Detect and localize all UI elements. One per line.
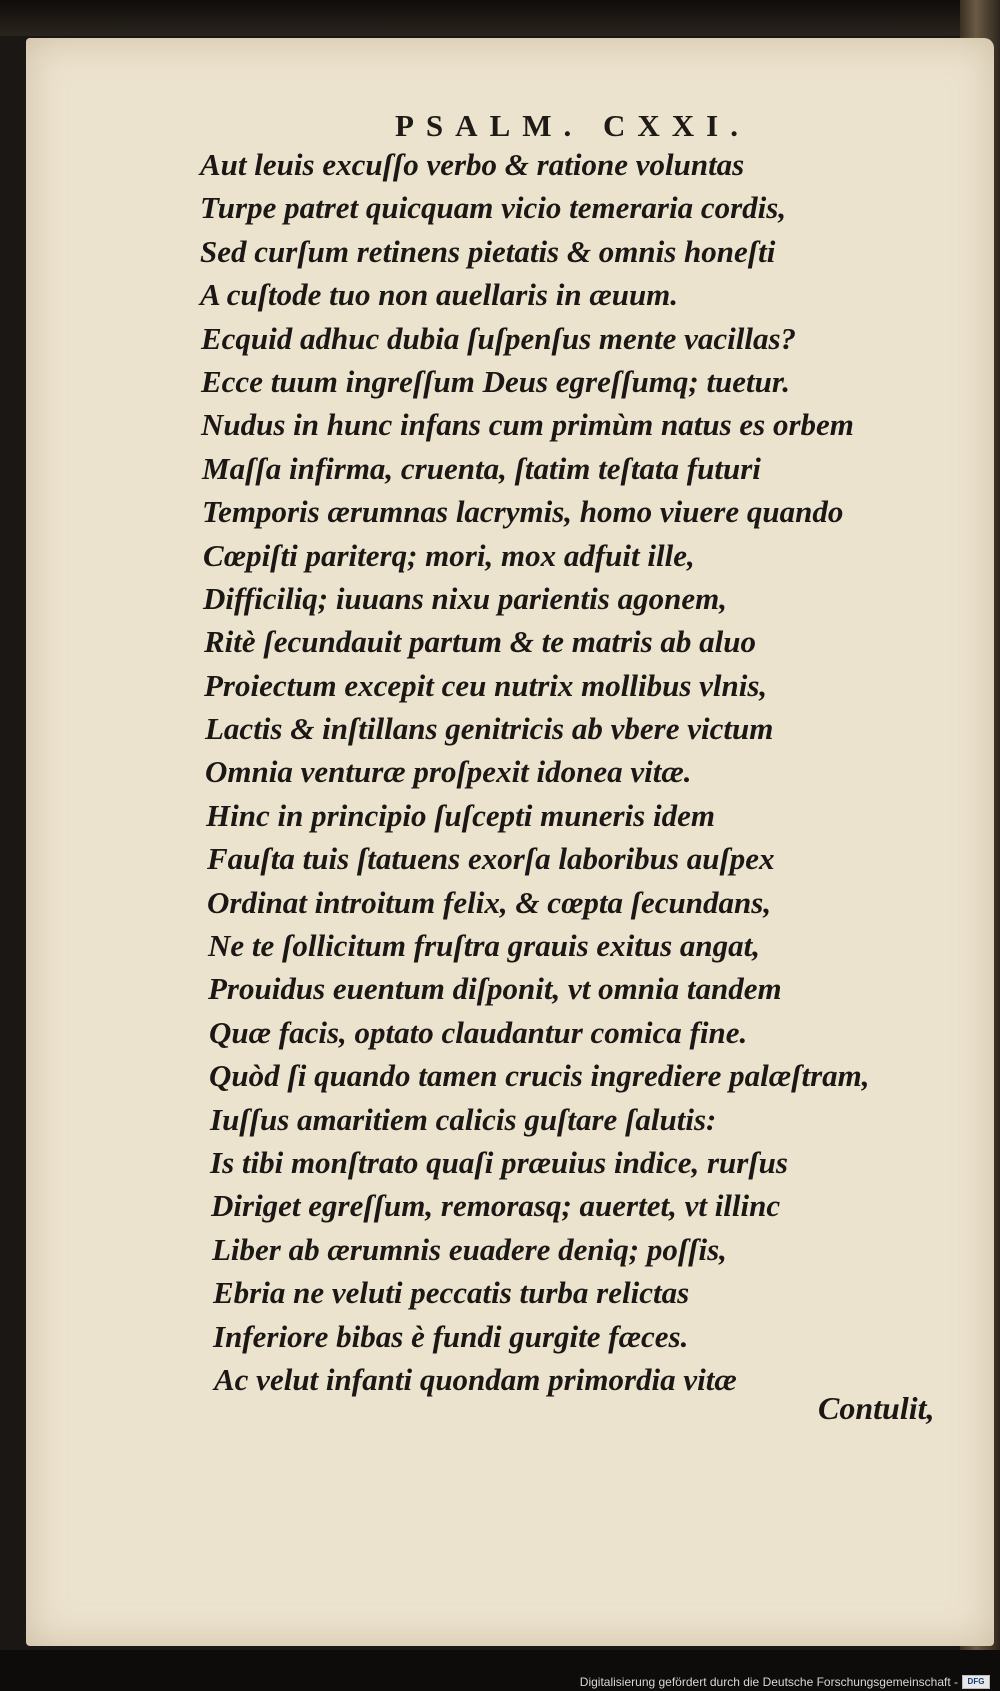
verse-line: Ritè ſecundauit partum & te matris ab aluo [204, 624, 757, 660]
verse-line: Inferiore bibas è fundi gurgite fæces. [213, 1318, 689, 1354]
verse-line: Quòd ſi quando tamen crucis ingrediere palæſtram, [209, 1058, 870, 1094]
catchword: Contulit, [818, 1390, 935, 1426]
verse-line: Aut leuis excuſſo verbo & ratione voluntas [200, 147, 745, 182]
verse-line: Ecce tuum ingreſſum Deus egreſſumq; tuetur. [201, 363, 791, 399]
verse-line: Ac velut infanti quondam primordia vitæ [214, 1361, 737, 1397]
verse-line: Ordinat introitum felix, & cœpta ſecundans, [207, 884, 772, 920]
verse-line: Cœpiſti pariterq; mori, mox adfuit ille, [203, 537, 695, 573]
verse-line: Liber ab ærumnis euadere deniq; poſſis, [212, 1231, 727, 1267]
verse-line: Quæ facis, optato claudantur comica fine. [209, 1014, 748, 1050]
verse-line: Maſſa infirma, cruenta, ſtatim teſtata futuri [202, 450, 761, 486]
verse-line: Prouidus euentum diſponit, vt omnia tandem [208, 971, 782, 1007]
verse-text [200, 143, 870, 1401]
verse-line: Turpe patret quicquam vicio temeraria cordis, [200, 190, 787, 226]
scan-top-border [0, 0, 1000, 36]
verse-line: Difficiliq; iuuans nixu parientis agonem, [203, 580, 727, 616]
dfg-logo-icon: DFG [962, 1675, 990, 1689]
verse-line: Ne te ſollicitum fruſtra grauis exitus angat, [208, 928, 761, 964]
running-header: PSALM. CXXI. [395, 108, 750, 143]
verse-line: Ecquid adhuc dubia ſuſpenſus mente vacillas? [201, 320, 797, 356]
verse-line: Iuſſus amaritiem calicis guſtare ſalutis: [210, 1101, 717, 1137]
verse-line: Omnia venturæ proſpexit idonea vitæ. [205, 754, 692, 790]
verse-line: Sed curſum retinens pietatis & omnis honeſti [200, 233, 776, 269]
verse-line: Ebria ne veluti peccatis turba relictas [213, 1275, 690, 1311]
verse-line: Nudus in hunc infans cum primùm natus es orbem [201, 407, 854, 443]
verse-line: Lactis & inſtillans genitricis ab vbere victum [205, 711, 774, 747]
verse-line: Temporis ærumnas lacrymis, homo viuere quando [202, 494, 844, 530]
verse-line: Diriget egreſſum, remorasq; auertet, vt illinc [211, 1188, 781, 1224]
digitization-credit [580, 1675, 990, 1689]
credit-text: Digitalisierung gefördert durch die Deutsche Forschungsgemeinschaft - [579, 1675, 958, 1689]
verse-line: Hinc in principio ſuſcepti muneris idem [206, 797, 715, 833]
verse-line: Fauſta tuis ſtatuens exorſa laboribus auſpex [207, 841, 775, 877]
verse-line: A cuſtode tuo non auellaris in æuum. [200, 277, 679, 313]
verse-line: Is tibi monſtrato quaſi præuius indice, rurſus [210, 1144, 788, 1180]
verse-line: Proiectum excepit ceu nutrix mollibus vlnis, [204, 667, 768, 703]
